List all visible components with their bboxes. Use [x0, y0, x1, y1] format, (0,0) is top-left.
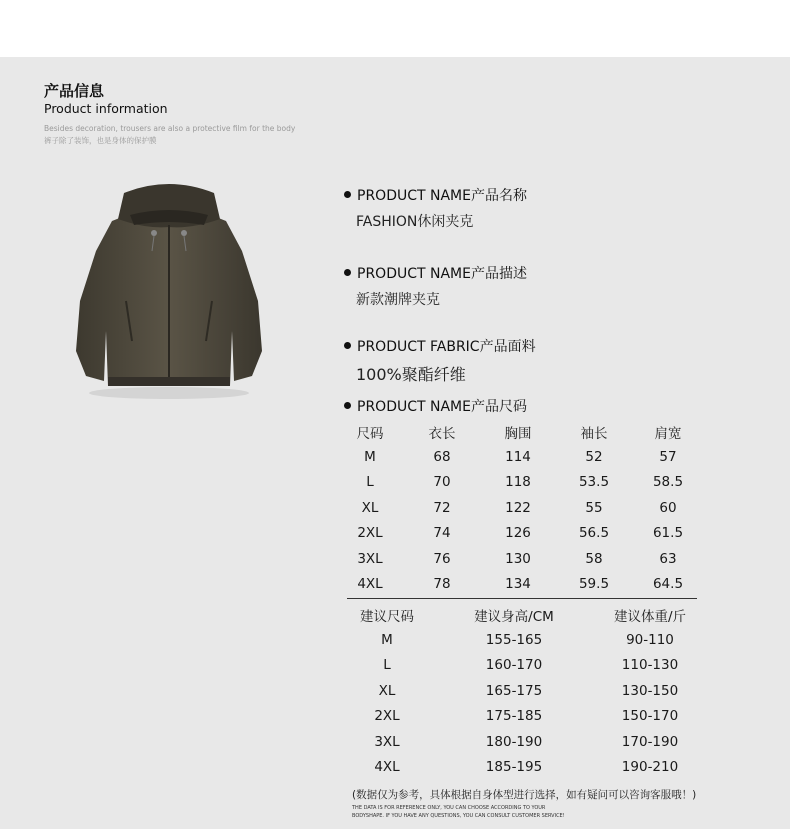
bullet-icon [344, 402, 351, 409]
cell: 59.5 [578, 576, 610, 593]
cell: 180-190 [485, 733, 543, 750]
product-name-value: FASHION休闲夹克 [356, 214, 474, 230]
cell: 170-190 [621, 733, 679, 750]
header-shoulder: 肩宽 [654, 425, 682, 442]
cell: 2XL [357, 525, 383, 542]
table-row [350, 678, 696, 703]
cell: 130-150 [621, 682, 679, 699]
bullet-icon [344, 269, 351, 276]
cell: 57 [659, 449, 677, 466]
cell: 110-130 [621, 657, 679, 674]
product-name-label: PRODUCT NAME产品名称 [357, 188, 527, 204]
size-table-header [340, 419, 700, 444]
cell: 63 [659, 550, 677, 567]
cell: L [366, 474, 374, 491]
product-description-label: PRODUCT NAME产品描述 [357, 266, 527, 282]
header-recommended-size: 建议尺码 [360, 608, 414, 625]
cell: 53.5 [578, 474, 610, 491]
cell: 61.5 [652, 525, 684, 542]
header-recommended-height: 建议身高/CM [474, 608, 554, 625]
product-name-section [344, 185, 527, 231]
cell: XL [378, 682, 396, 699]
product-size-section [344, 396, 527, 416]
cell: 150-170 [621, 708, 679, 725]
recommend-table [350, 602, 696, 780]
cell: L [383, 657, 391, 674]
cell: 155-165 [485, 632, 543, 649]
section-subtitle: Product information [44, 101, 168, 116]
cell: 64.5 [652, 576, 684, 593]
cell: 4XL [357, 576, 383, 593]
section-title: 产品信息 [44, 82, 105, 100]
cell: 165-175 [485, 682, 543, 699]
size-table [340, 419, 700, 597]
bullet-icon [344, 342, 351, 349]
product-fabric-value: 100%聚酯纤维 [356, 365, 466, 384]
cell: 134 [505, 576, 531, 593]
table-divider [347, 598, 697, 599]
header-chest: 胸围 [504, 425, 532, 442]
cell: 3XL [357, 550, 383, 567]
table-row [350, 729, 696, 754]
cell: M [364, 449, 376, 466]
cell: 185-195 [485, 759, 543, 776]
table-row [350, 627, 696, 652]
header-size: 尺码 [356, 425, 384, 442]
cell: 126 [505, 525, 531, 542]
cell: 190-210 [621, 759, 679, 776]
product-fabric-label: PRODUCT FABRIC产品面料 [357, 339, 536, 355]
table-row [340, 495, 700, 520]
table-row [350, 704, 696, 729]
cell: 118 [505, 474, 531, 491]
cell: 3XL [374, 733, 400, 750]
header-length: 衣长 [428, 425, 456, 442]
product-description-section [344, 263, 527, 309]
bullet-icon [344, 191, 351, 198]
header-sleeve: 袖长 [580, 425, 608, 442]
cell: 4XL [374, 759, 400, 776]
cell: 68 [433, 449, 451, 466]
cell: 2XL [374, 708, 400, 725]
cell: XL [361, 499, 379, 516]
cell: 58.5 [652, 474, 684, 491]
table-row [350, 754, 696, 779]
product-info-panel [0, 57, 790, 829]
cell: 76 [433, 550, 451, 567]
product-size-label: PRODUCT NAME产品尺码 [357, 399, 527, 415]
header-note-cn: 裤子除了装饰，也是身体的保护膜 [44, 136, 157, 145]
cell: 55 [585, 499, 603, 516]
table-row [340, 444, 700, 469]
cell: 56.5 [578, 525, 610, 542]
table-row [340, 470, 700, 495]
cell: 122 [505, 499, 531, 516]
product-fabric-section [344, 336, 536, 385]
table-row [340, 546, 700, 571]
jacket-photo [72, 181, 266, 401]
cell: 90-110 [626, 632, 674, 649]
cell: 72 [433, 499, 451, 516]
cell: 52 [585, 449, 603, 466]
cell: 60 [659, 499, 677, 516]
footer-note-en-1: THE DATA IS FOR REFERENCE ONLY, YOU CAN CHOOSE ACCORDING TO YOUR [352, 805, 546, 811]
cell: 70 [433, 474, 451, 491]
header-recommended-weight: 建议体重/斤 [613, 608, 687, 625]
recommend-table-header [350, 602, 696, 627]
cell: 130 [505, 550, 531, 567]
cell: M [381, 632, 393, 649]
cell: 114 [505, 449, 531, 466]
table-row [350, 653, 696, 678]
cell: 58 [585, 550, 603, 567]
footer-note-cn: (数据仅为参考，具体根据自身体型进行选择，如有疑问可以咨询客服哦！) [352, 789, 697, 801]
table-row [340, 571, 700, 596]
cell: 78 [433, 576, 451, 593]
footer-note-en-2: BODYSHAPE. IF YOU HAVE ANY QUESTIONS, YOU CAN CONSULT CUSTOMER SERVICE! [352, 813, 565, 819]
cell: 175-185 [485, 708, 543, 725]
cell: 160-170 [485, 657, 543, 674]
table-row [340, 521, 700, 546]
header-note-en: Besides decoration, trousers are also a protective film for the body [44, 124, 296, 133]
product-description-value: 新款潮牌夹克 [356, 292, 440, 308]
cell: 74 [433, 525, 451, 542]
